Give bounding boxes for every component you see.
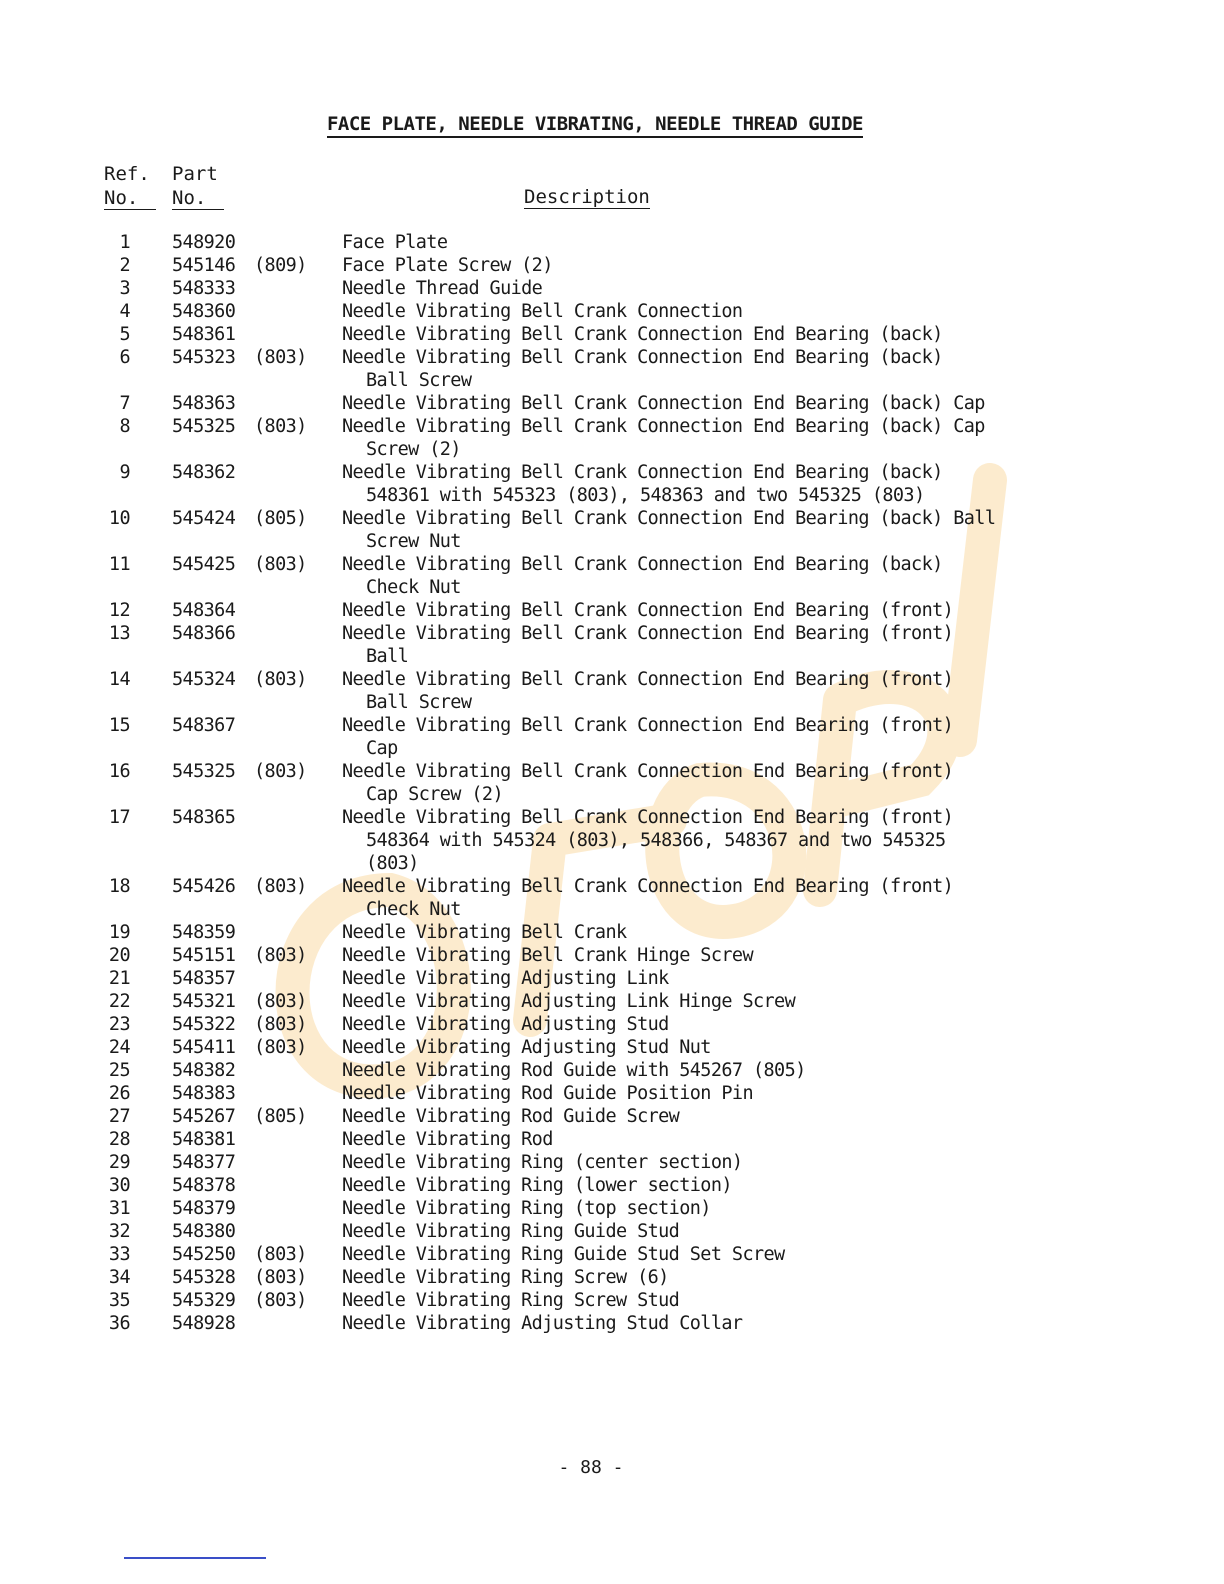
ref-number: 26 (108, 1083, 130, 1104)
description-text: Needle Vibrating Adjusting Link (342, 968, 669, 989)
description-text: Needle Vibrating Rod Guide with 545267 (805) (342, 1060, 806, 1081)
part-number: 545411 (172, 1037, 236, 1058)
ref-number: 31 (108, 1198, 130, 1219)
description-text: Needle Vibrating Rod Guide Position Pin (342, 1083, 753, 1104)
part-description (342, 1059, 1102, 1082)
parts-row (0, 1266, 1224, 1289)
parts-row (0, 1197, 1224, 1220)
ref-number: 20 (108, 945, 130, 966)
description-text: Needle Vibrating Bell Crank Connection End Bearing (front) (342, 600, 954, 621)
parts-row (0, 990, 1224, 1013)
part-number: 545325 (172, 416, 236, 437)
parts-row (0, 346, 1224, 392)
part-description (342, 323, 1102, 346)
ref-number: 15 (108, 715, 130, 736)
part-description (342, 1197, 1102, 1220)
description-text: Needle Vibrating Bell Crank Connection End Bearing (front) (342, 669, 954, 690)
part-code: (803) (254, 761, 307, 782)
part-description (342, 875, 1102, 921)
description-text: Needle Thread Guide (342, 278, 543, 299)
part-description (342, 1289, 1102, 1312)
description-text: Needle Vibrating Bell Crank (342, 922, 627, 943)
parts-row (0, 415, 1224, 461)
description-text: Needle Vibrating Rod Guide Screw (342, 1106, 680, 1127)
description-text: Face Plate Screw (2) (342, 255, 553, 276)
parts-row (0, 507, 1224, 553)
part-number: 548383 (172, 1083, 236, 1104)
parts-row (0, 1312, 1224, 1335)
part-code: (803) (254, 416, 307, 437)
column-header-ref-no (104, 162, 156, 210)
ref-number: 18 (108, 876, 130, 897)
part-number: 545426 (172, 876, 236, 897)
ref-number: 1 (119, 232, 130, 253)
description-text: Needle Vibrating Adjusting Stud Collar (342, 1313, 743, 1334)
part-description (342, 231, 1102, 254)
parts-row (0, 1220, 1224, 1243)
description-text: Needle Vibrating Ring Screw Stud (342, 1290, 680, 1311)
ref-number: 35 (108, 1290, 130, 1311)
part-code: (803) (254, 1267, 307, 1288)
part-number: 548360 (172, 301, 236, 322)
part-number: 545146 (172, 255, 236, 276)
description-continuation: Ball Screw (366, 692, 472, 713)
description-continuation: Screw (2) (366, 439, 461, 460)
part-number: 548363 (172, 393, 236, 414)
part-number: 548359 (172, 922, 236, 943)
part-number: 545329 (172, 1290, 236, 1311)
parts-row (0, 1174, 1224, 1197)
ref-number: 3 (119, 278, 130, 299)
part-description (342, 1220, 1102, 1243)
part-number: 548379 (172, 1198, 236, 1219)
part-description (342, 1036, 1102, 1059)
part-number: 545324 (172, 669, 236, 690)
part-description (342, 300, 1102, 323)
parts-row (0, 1289, 1224, 1312)
ref-number: 6 (119, 347, 130, 368)
part-description (342, 714, 1102, 760)
ref-number: 25 (108, 1060, 130, 1081)
description-text: Needle Vibrating Ring Guide Stud (342, 1221, 680, 1242)
parts-row (0, 1243, 1224, 1266)
part-description (342, 599, 1102, 622)
part-code: (803) (254, 1037, 307, 1058)
part-number: 548378 (172, 1175, 236, 1196)
part-description (342, 254, 1102, 277)
ref-number: 22 (108, 991, 130, 1012)
part-description (342, 277, 1102, 300)
part-header-line2: No. (172, 187, 224, 210)
part-description (342, 461, 1102, 507)
part-number: 545250 (172, 1244, 236, 1265)
parts-row (0, 1059, 1224, 1082)
description-text: Needle Vibrating Adjusting Stud (342, 1014, 669, 1035)
part-description (342, 990, 1102, 1013)
part-description (342, 921, 1102, 944)
parts-row (0, 1013, 1224, 1036)
part-description (342, 1128, 1102, 1151)
description-text: Needle Vibrating Bell Crank Connection End Bearing (back) Cap (342, 393, 985, 414)
page-title-text: FACE PLATE, NEEDLE VIBRATING, NEEDLE THREAD GUIDE (327, 113, 863, 138)
parts-row (0, 461, 1224, 507)
part-number: 545424 (172, 508, 236, 529)
description-continuation: 548361 with 545323 (803), 548363 and two 545325 (803) (366, 485, 925, 506)
description-text: Needle Vibrating Bell Crank Connection End Bearing (front) (342, 761, 954, 782)
part-code: (805) (254, 508, 307, 529)
ref-number: 24 (108, 1037, 130, 1058)
column-header-part-no (172, 162, 224, 210)
description-text: Needle Vibrating Ring Screw (6) (342, 1267, 669, 1288)
part-number: 545425 (172, 554, 236, 575)
parts-row (0, 806, 1224, 875)
ref-number: 10 (108, 508, 130, 529)
parts-row (0, 323, 1224, 346)
description-continuation: Check Nut (366, 577, 461, 598)
part-number: 548362 (172, 462, 236, 483)
part-description (342, 944, 1102, 967)
description-text: Needle Vibrating Bell Crank Connection (342, 301, 743, 322)
ref-number: 4 (119, 301, 130, 322)
description-continuation: Screw Nut (366, 531, 461, 552)
part-number: 548365 (172, 807, 236, 828)
part-number: 548364 (172, 600, 236, 621)
ref-number: 30 (108, 1175, 130, 1196)
description-text: Needle Vibrating Bell Crank Connection End Bearing (front) (342, 715, 954, 736)
description-text: Needle Vibrating Bell Crank Connection End Bearing (back) (342, 554, 943, 575)
ref-number: 36 (108, 1313, 130, 1334)
parts-row (0, 300, 1224, 323)
part-description (342, 507, 1102, 553)
part-description (342, 760, 1102, 806)
part-number: 548367 (172, 715, 236, 736)
description-continuation: Ball (366, 646, 409, 667)
part-code: (803) (254, 876, 307, 897)
description-text: Needle Vibrating Bell Crank Connection End Bearing (front) (342, 807, 954, 828)
part-description (342, 415, 1102, 461)
ref-header-line2: No. (104, 187, 156, 210)
part-number: 548333 (172, 278, 236, 299)
part-description (342, 1151, 1102, 1174)
part-number: 548357 (172, 968, 236, 989)
parts-list (0, 231, 1224, 1335)
part-number: 545321 (172, 991, 236, 1012)
ref-number: 21 (108, 968, 130, 989)
part-code: (803) (254, 945, 307, 966)
parts-row (0, 1105, 1224, 1128)
ref-number: 11 (108, 554, 130, 575)
page-number: - 88 - (558, 1457, 624, 1478)
part-description (342, 1312, 1102, 1335)
part-description (342, 1105, 1102, 1128)
parts-row (0, 921, 1224, 944)
part-description (342, 346, 1102, 392)
parts-row (0, 875, 1224, 921)
part-description (342, 1266, 1102, 1289)
parts-row (0, 599, 1224, 622)
part-code: (803) (254, 991, 307, 1012)
ref-number: 13 (108, 623, 130, 644)
parts-row (0, 277, 1224, 300)
part-code: (805) (254, 1106, 307, 1127)
part-number: 548381 (172, 1129, 236, 1150)
parts-row (0, 1082, 1224, 1105)
description-continuation: 548364 with 545324 (803), 548366, 548367 and two 545325 (803) (366, 830, 946, 874)
parts-row (0, 622, 1224, 668)
description-header: Description (524, 186, 650, 208)
ref-number: 34 (108, 1267, 130, 1288)
description-text: Needle Vibrating Bell Crank Connection End Bearing (back) (342, 324, 943, 345)
footer-rule (124, 1557, 266, 1559)
part-number: 548382 (172, 1060, 236, 1081)
ref-number: 9 (119, 462, 130, 483)
ref-number: 7 (119, 393, 130, 414)
part-description (342, 392, 1102, 415)
parts-row (0, 1128, 1224, 1151)
ref-number: 29 (108, 1152, 130, 1173)
part-code: (803) (254, 1014, 307, 1035)
description-text: Needle Vibrating Bell Crank Connection End Bearing (back) Cap (342, 416, 985, 437)
part-number: 545267 (172, 1106, 236, 1127)
parts-row (0, 967, 1224, 990)
part-code: (803) (254, 1290, 307, 1311)
description-continuation: Cap (366, 738, 398, 759)
parts-row (0, 254, 1224, 277)
description-text: Needle Vibrating Ring (top section) (342, 1198, 711, 1219)
ref-number: 12 (108, 600, 130, 621)
part-code: (803) (254, 347, 307, 368)
part-number: 545328 (172, 1267, 236, 1288)
parts-row (0, 760, 1224, 806)
part-description (342, 668, 1102, 714)
part-number: 548366 (172, 623, 236, 644)
part-number: 545323 (172, 347, 236, 368)
ref-number: 27 (108, 1106, 130, 1127)
description-text: Needle Vibrating Bell Crank Connection End Bearing (back) Ball (342, 508, 996, 529)
ref-number: 16 (108, 761, 130, 782)
ref-number: 32 (108, 1221, 130, 1242)
parts-row (0, 944, 1224, 967)
part-description (342, 622, 1102, 668)
part-number: 545325 (172, 761, 236, 782)
parts-row (0, 714, 1224, 760)
part-description (342, 806, 1102, 875)
ref-number: 5 (119, 324, 130, 345)
part-header-line1: Part (172, 163, 218, 185)
ref-header-line1: Ref. (104, 163, 150, 185)
page-title (0, 113, 1190, 135)
part-number: 548377 (172, 1152, 236, 1173)
description-text: Needle Vibrating Bell Crank Connection End Bearing (back) (342, 347, 943, 368)
part-description (342, 1174, 1102, 1197)
description-text: Needle Vibrating Rod (342, 1129, 553, 1150)
parts-row (0, 668, 1224, 714)
parts-row (0, 392, 1224, 415)
description-text: Needle Vibrating Bell Crank Connection End Bearing (front) (342, 623, 954, 644)
part-code: (803) (254, 554, 307, 575)
parts-row (0, 1151, 1224, 1174)
description-text: Needle Vibrating Bell Crank Connection End Bearing (front) (342, 876, 954, 897)
part-number: 545151 (172, 945, 236, 966)
parts-row (0, 553, 1224, 599)
description-text: Needle Vibrating Ring Guide Stud Set Screw (342, 1244, 785, 1265)
description-text: Needle Vibrating Bell Crank Hinge Screw (342, 945, 753, 966)
ref-number: 14 (108, 669, 130, 690)
description-text: Needle Vibrating Ring (center section) (342, 1152, 743, 1173)
parts-row (0, 231, 1224, 254)
ref-number: 33 (108, 1244, 130, 1265)
description-text: Needle Vibrating Bell Crank Connection End Bearing (back) (342, 462, 943, 483)
column-header-description (524, 185, 650, 209)
ref-number: 28 (108, 1129, 130, 1150)
part-number: 548920 (172, 232, 236, 253)
part-description (342, 967, 1102, 990)
part-description (342, 1013, 1102, 1036)
description-text: Face Plate (342, 232, 448, 253)
parts-row (0, 1036, 1224, 1059)
part-number: 548380 (172, 1221, 236, 1242)
part-code: (803) (254, 669, 307, 690)
description-text: Needle Vibrating Adjusting Stud Nut (342, 1037, 711, 1058)
ref-number: 19 (108, 922, 130, 943)
part-description (342, 553, 1102, 599)
description-continuation: Ball Screw (366, 370, 472, 391)
description-continuation: Check Nut (366, 899, 461, 920)
part-description (342, 1082, 1102, 1105)
part-code: (809) (254, 255, 307, 276)
part-code: (803) (254, 1244, 307, 1265)
part-description (342, 1243, 1102, 1266)
description-continuation: Cap Screw (2) (366, 784, 503, 805)
part-number: 548928 (172, 1313, 236, 1334)
part-number: 545322 (172, 1014, 236, 1035)
ref-number: 23 (108, 1014, 130, 1035)
ref-number: 2 (119, 255, 130, 276)
part-number: 548361 (172, 324, 236, 345)
ref-number: 17 (108, 807, 130, 828)
ref-number: 8 (119, 416, 130, 437)
description-text: Needle Vibrating Ring (lower section) (342, 1175, 732, 1196)
description-text: Needle Vibrating Adjusting Link Hinge Screw (342, 991, 796, 1012)
